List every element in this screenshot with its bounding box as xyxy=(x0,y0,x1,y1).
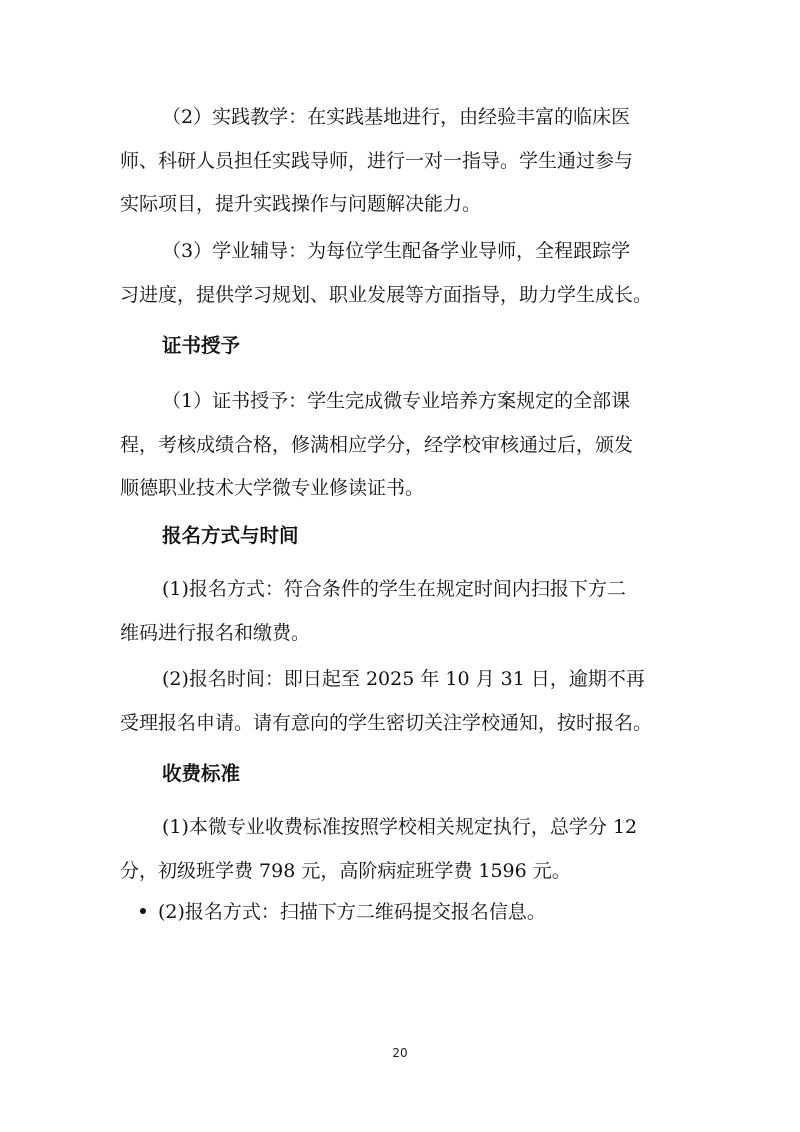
text-line: 习进度，提供学习规划、职业发展等方面指导，助力学生成长。 xyxy=(120,283,653,306)
bullet-item xyxy=(140,892,546,932)
text-line: 受理报名申请。请有意向的学生密切关注学校通知，按时报名。 xyxy=(120,711,653,734)
text-line: 程，考核成绩合格，修满相应学分，经学校审核通过后，颁发 xyxy=(120,433,634,456)
paragraph-certificate-award xyxy=(120,380,690,511)
text-line: （3）学业辅导：为每位学生配备学业导师，全程跟踪学 xyxy=(162,240,631,262)
paragraph-fee-standard xyxy=(120,806,690,893)
paragraph-practice-teaching xyxy=(120,96,690,227)
bullet-text: (2)报名方式：扫描下方二维码提交报名信息。 xyxy=(158,901,546,923)
text-line: 分，初级班学费 798 元，高阶病症班学费 1596 元。 xyxy=(120,859,571,882)
heading-registration: 报名方式与时间 xyxy=(162,524,299,547)
bullet-icon xyxy=(140,908,146,914)
text-line: （2）实践教学：在实践基地进行，由经验丰富的临床医 xyxy=(162,106,631,128)
heading-fees: 收费标准 xyxy=(162,762,241,785)
text-line: 顺德职业技术大学微专业修读证书。 xyxy=(120,477,425,499)
text-line: (1)报名方式：符合条件的学生在规定时间内扫报下方二 xyxy=(162,578,626,600)
text-line: (1)本微专业收费标准按照学校相关规定执行，总学分 12 xyxy=(162,816,638,838)
paragraph-academic-tutoring xyxy=(120,230,690,317)
paragraph-registration-time xyxy=(120,658,690,745)
text-line: （1）证书授予：学生完成微专业培养方案规定的全部课 xyxy=(162,390,631,412)
text-line: (2)报名时间：即日起至 2025 年 10 月 31 日，逾期不再 xyxy=(162,668,645,690)
heading-certificate: 证书授予 xyxy=(162,334,241,357)
paragraph-registration-method xyxy=(120,568,690,655)
page-number: 20 xyxy=(392,1046,408,1060)
text-line: 维码进行报名和缴费。 xyxy=(120,621,311,644)
text-line: 实际项目，提升实践操作与问题解决能力。 xyxy=(120,193,482,215)
text-line: 师、科研人员担任实践导师，进行一对一指导。学生通过参与 xyxy=(120,149,634,172)
